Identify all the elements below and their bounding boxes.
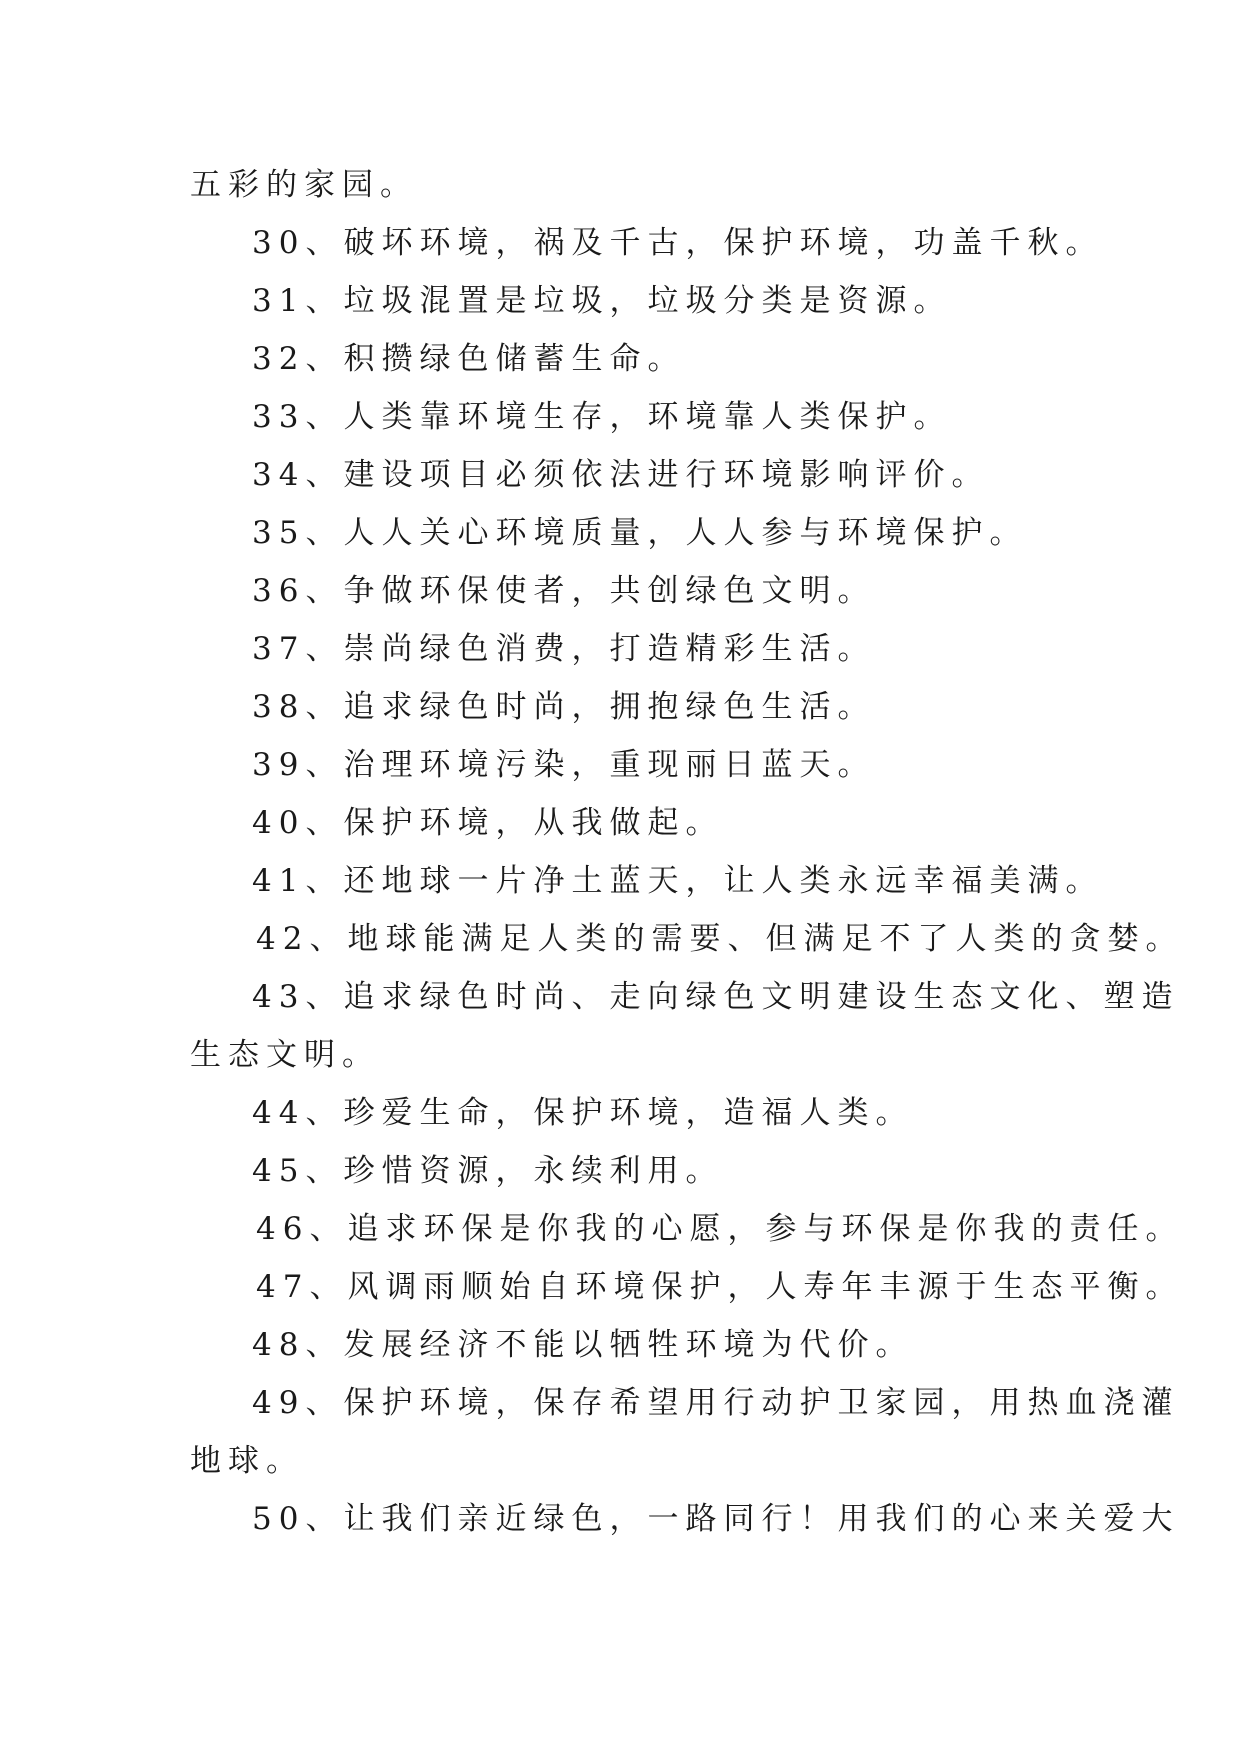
text-line: 五彩的家园。 [190,167,418,203]
text-line: 50、让我们亲近绿色，一路同行！用我们的心来关爱大 [252,1501,1180,1537]
text-line: 42、地球能满足人类的需要、但满足不了人类的贪婪。 [256,921,1184,957]
text-line: 49、保护环境，保存希望用行动护卫家园，用热血浇灌 [252,1385,1180,1421]
text-line: 39、治理环境污染，重现丽日蓝天。 [252,747,876,783]
text-line: 地球。 [190,1443,304,1479]
text-line: 45、珍惜资源，永续利用。 [252,1153,724,1189]
text-line: 41、还地球一片净土蓝天，让人类永远幸福美满。 [252,863,1104,899]
text-line: 36、争做环保使者，共创绿色文明。 [252,573,876,609]
text-line: 46、追求环保是你我的心愿，参与环保是你我的责任。 [256,1211,1184,1247]
text-line: 32、积攒绿色储蓄生命。 [252,341,686,377]
text-line: 30、破坏环境，祸及千古，保护环境，功盖千秋。 [252,225,1104,261]
text-line: 34、建设项目必须依法进行环境影响评价。 [252,457,990,493]
text-line: 33、人类靠环境生存，环境靠人类保护。 [252,399,952,435]
text-line: 40、保护环境，从我做起。 [252,805,724,841]
text-line: 47、风调雨顺始自环境保护，人寿年丰源于生态平衡。 [256,1269,1184,1305]
text-line: 生态文明。 [190,1037,380,1073]
text-line: 37、崇尚绿色消费，打造精彩生活。 [252,631,876,667]
text-line: 31、垃圾混置是垃圾，垃圾分类是资源。 [252,283,952,319]
text-line: 43、追求绿色时尚、走向绿色文明建设生态文化、塑造 [252,979,1180,1015]
text-line: 38、追求绿色时尚，拥抱绿色生活。 [252,689,876,725]
text-line: 44、珍爱生命，保护环境，造福人类。 [252,1095,914,1131]
text-line: 35、人人关心环境质量，人人参与环境保护。 [252,515,1028,551]
text-line: 48、发展经济不能以牺牲环境为代价。 [252,1327,914,1363]
